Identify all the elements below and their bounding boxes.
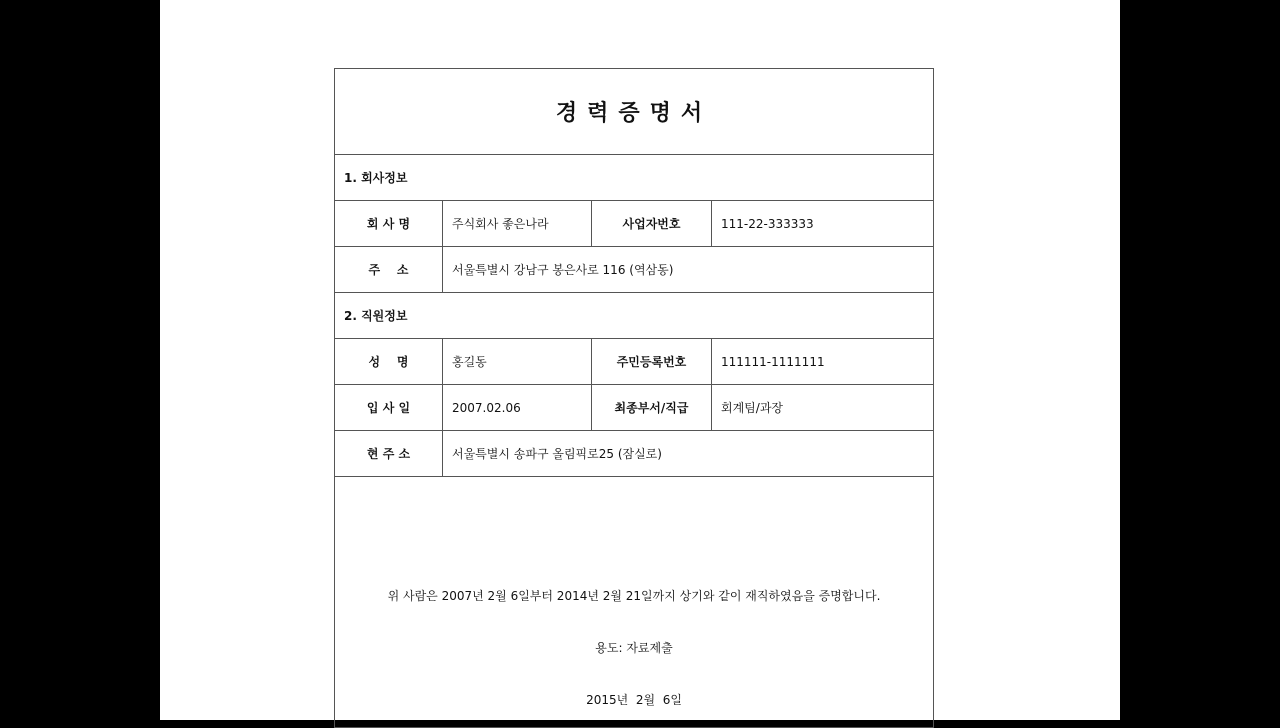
final-department-label: 최종부서/직급 — [592, 385, 712, 430]
certification-statement: 위 사람은 2007년 2월 6일부터 2014년 2월 21일까지 상기와 같이 재직하였음을 증명합니다. — [387, 589, 881, 603]
company-address-value: 서울특별시 강남구 봉은사로 116 (역삼동) — [452, 263, 674, 277]
row-employee-name — [335, 339, 933, 385]
employee-address-label: 현 주 소 — [335, 431, 443, 476]
purpose-text: 용도: 자료제출 — [595, 641, 673, 655]
resident-number-label: 주민등록번호 — [592, 339, 712, 384]
page — [160, 0, 1120, 720]
business-number-value: 111-22-333333 — [721, 216, 814, 231]
employee-name-label: 성 명 — [335, 339, 443, 384]
document-title: 경력증명서 — [335, 69, 933, 155]
row-company-address — [335, 247, 933, 293]
row-join-date — [335, 385, 933, 431]
join-date-label: 입 사 일 — [335, 385, 443, 430]
employee-address-value: 서울특별시 송파구 올림픽로25 (잠실로) — [452, 447, 662, 461]
company-address-label: 주 소 — [335, 247, 443, 292]
join-date-value: 2007.02.06 — [443, 385, 592, 430]
certificate-document — [334, 68, 934, 728]
final-department-value: 회계팀/과장 — [721, 401, 784, 415]
company-name-label: 회 사 명 — [335, 201, 443, 246]
row-company-name — [335, 201, 933, 247]
company-name-value: 주식회사 좋은나라 — [443, 201, 592, 246]
section-company-info: 1. 회사정보 — [335, 155, 933, 201]
resident-number-value: 111111-1111111 — [721, 354, 825, 369]
row-employee-address — [335, 431, 933, 477]
section-employee-info: 2. 직원정보 — [335, 293, 933, 339]
business-number-label: 사업자번호 — [592, 201, 712, 246]
employee-name-value: 홍길동 — [443, 339, 592, 384]
issue-date: 2015년 2월 6일 — [586, 693, 682, 707]
